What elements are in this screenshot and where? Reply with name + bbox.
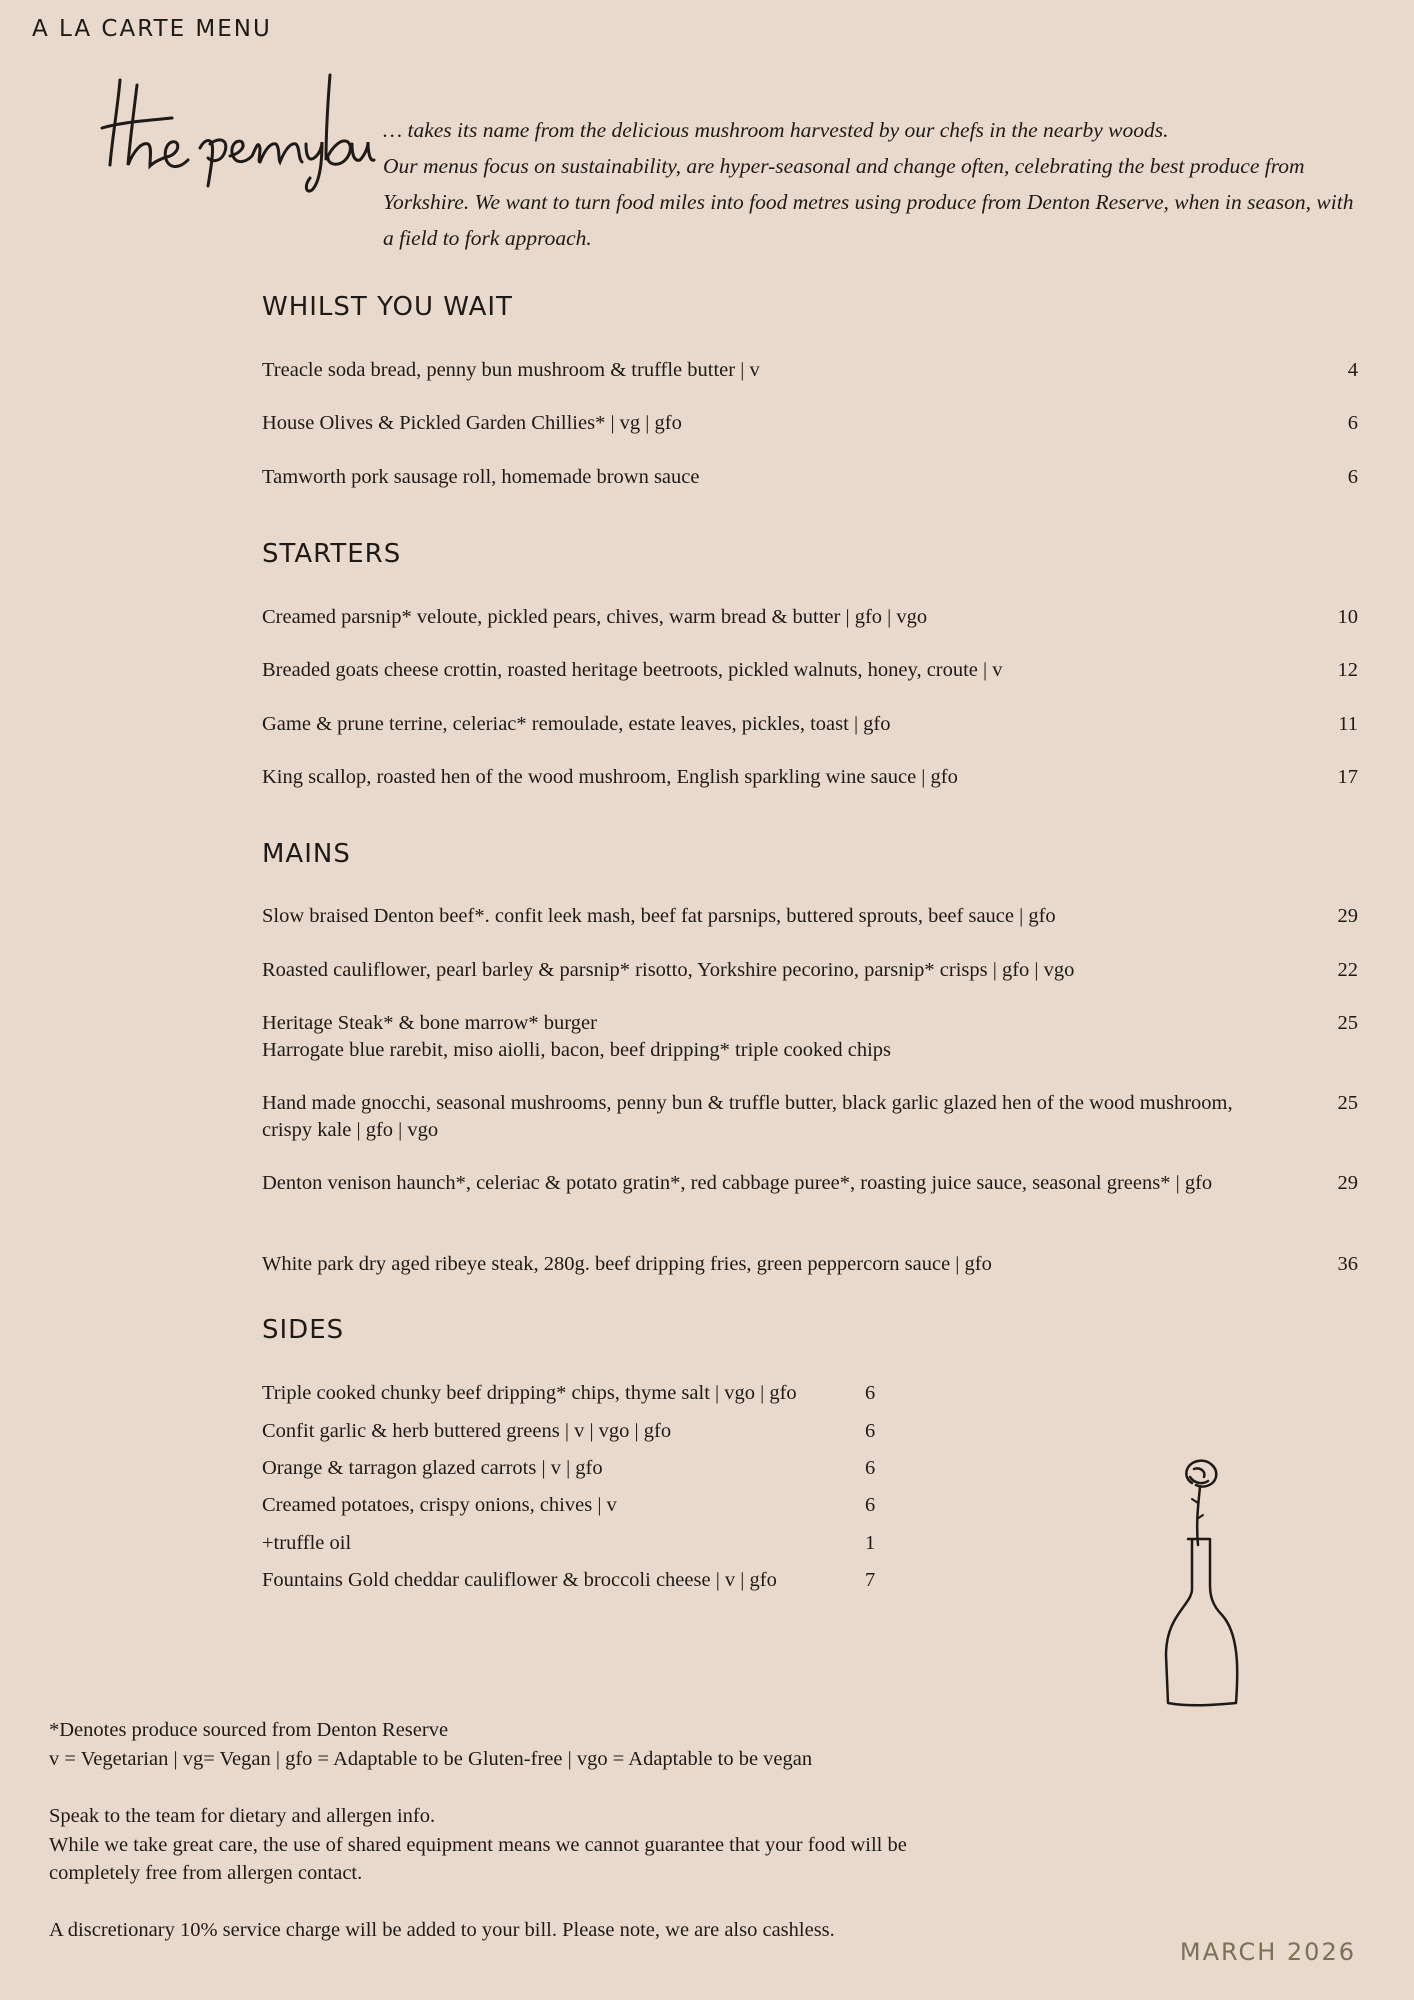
menu-type-label: A LA CARTE MENU (32, 16, 272, 42)
side-item (262, 1567, 876, 1594)
allergen-disclaimer: While we take great care, the use of shared equipment means we cannot guarantee that your food will be completely free from allergen contact. (49, 1833, 907, 1884)
menu-item (262, 1251, 1362, 1278)
menu-item (262, 764, 1362, 791)
menu-item-price: 29 (1337, 905, 1358, 927)
menu-item-name: Slow braised Denton beef*. confit leek mash, beef fat parsnips, buttered sprouts, beef sauce | gfo (262, 905, 1056, 927)
menu-item-price: 25 (1337, 1092, 1358, 1114)
section-title-starters: STARTERS (262, 539, 402, 569)
footer-notes (49, 1716, 812, 1773)
menu-item-name: House Olives & Pickled Garden Chillies* | vg | gfo (262, 412, 682, 434)
intro-line-2: Our menus focus on sustainability, are hyper-seasonal and change often, celebrating the best produce from Yorkshire. We want to turn food miles into food metres using produce from Denton Reserve, when in season, with a field to fork approach. (383, 154, 1354, 250)
menu-item (262, 711, 1362, 738)
menu-item-price: 6 (1347, 466, 1358, 488)
side-item-price: 6 (865, 1420, 876, 1442)
side-item (262, 1530, 876, 1557)
intro-text (383, 112, 1363, 256)
menu-item (262, 357, 1362, 384)
dietary-key: v = Vegetarian | vg= Vegan | gfo = Adaptable to be Gluten-free | vgo = Adaptable to be vegan (49, 1747, 813, 1770)
side-item (262, 1455, 876, 1482)
side-item-name: Orange & tarragon glazed carrots | v | gfo (262, 1457, 603, 1479)
menu-item-price: 10 (1337, 606, 1358, 628)
intro-line-1: … takes its name from the delicious mushroom harvested by our chefs in the nearby woods. (383, 118, 1169, 142)
menu-item-price: 36 (1337, 1253, 1358, 1275)
side-item-price: 6 (865, 1457, 876, 1479)
allergen-info: Speak to the team for dietary and allergen info. (49, 1805, 436, 1827)
menu-item-name: White park dry aged ribeye steak, 280g. beef dripping fries, green peppercorn sauce | gfo (262, 1253, 992, 1275)
side-item-price: 6 (865, 1494, 876, 1516)
menu-item-name: Breaded goats cheese crottin, roasted heritage beetroots, pickled walnuts, honey, croute | v (262, 659, 1003, 681)
menu-item (262, 604, 1362, 631)
menu-item-name: Denton venison haunch*, celeriac & potato gratin*, red cabbage puree*, roasting juice sauce, seasonal greens* | gfo (262, 1172, 1213, 1194)
service-notes (49, 1916, 835, 1945)
menu-item (262, 1170, 1362, 1197)
side-item-name: Triple cooked chunky beef dripping* chips, thyme salt | vgo | gfo (262, 1382, 797, 1404)
menu-item (262, 1010, 1362, 1064)
menu-item (262, 464, 1362, 491)
menu-item (262, 903, 1362, 930)
menu-item-name: Game & prune terrine, celeriac* remoulade, estate leaves, pickles, toast | gfo (262, 713, 891, 735)
menu-item-price: 12 (1337, 659, 1358, 681)
menu-item-name: Roasted cauliflower, pearl barley & parsnip* risotto, Yorkshire pecorino, parsnip* crisps | gfo | vgo (262, 959, 1075, 981)
menu-item (262, 1090, 1362, 1144)
produce-note: *Denotes produce sourced from Denton Reserve (49, 1719, 449, 1741)
menu-item-price: 25 (1337, 1012, 1358, 1034)
menu-item-price: 22 (1337, 959, 1358, 981)
section-title-whilst-you-wait: WHILST YOU WAIT (262, 292, 513, 322)
menu-item-price: 29 (1337, 1172, 1358, 1194)
side-item-name: Creamed potatoes, crispy onions, chives | v (262, 1494, 617, 1516)
side-item (262, 1418, 876, 1445)
menu-item-name: Heritage Steak* & bone marrow* burger (262, 1012, 597, 1034)
side-item-price: 6 (865, 1382, 876, 1404)
allergen-notes (49, 1802, 929, 1888)
rose-in-bottle-icon (1150, 1455, 1260, 1720)
menu-item-price: 6 (1347, 412, 1358, 434)
menu-item (262, 657, 1362, 684)
side-item-name: Fountains Gold cheddar cauliflower & broccoli cheese | v | gfo (262, 1569, 777, 1591)
menu-item-name: Treacle soda bread, penny bun mushroom & truffle butter | v (262, 359, 760, 381)
menu-item-name: King scallop, roasted hen of the wood mushroom, English sparkling wine sauce | gfo (262, 766, 958, 788)
penny-bun-logo-icon (92, 70, 377, 200)
menu-item-name: Hand made gnocchi, seasonal mushrooms, penny bun & truffle butter, black garlic glazed hen of the wood mushroom, crispy kale | gfo | vgo (262, 1092, 1233, 1141)
menu-item-name: Tamworth pork sausage roll, homemade brown sauce (262, 466, 700, 488)
section-title-mains: MAINS (262, 839, 351, 869)
menu-item-price: 4 (1347, 359, 1358, 381)
section-title-sides: SIDES (262, 1315, 345, 1345)
side-item-price: 1 (865, 1532, 876, 1554)
menu-item-name-line-2: Harrogate blue rarebit, miso aiolli, bacon, beef dripping* triple cooked chips (262, 1039, 892, 1061)
side-item-name: Confit garlic & herb buttered greens | v | vgo | gfo (262, 1420, 672, 1442)
menu-item (262, 957, 1362, 984)
menu-item-name: Creamed parsnip* veloute, pickled pears, chives, warm bread & butter | gfo | vgo (262, 606, 928, 628)
service-charge-note: A discretionary 10% service charge will be added to your bill. Please note, we are also cashless. (49, 1919, 835, 1941)
side-item (262, 1492, 876, 1519)
menu-date: MARCH 2026 (1179, 1938, 1356, 1966)
side-item-price: 7 (865, 1569, 876, 1591)
side-item (262, 1380, 876, 1407)
side-item-name: +truffle oil (262, 1532, 352, 1554)
menu-item (262, 410, 1362, 437)
menu-item-price: 17 (1337, 766, 1358, 788)
menu-item-price: 11 (1338, 713, 1358, 735)
